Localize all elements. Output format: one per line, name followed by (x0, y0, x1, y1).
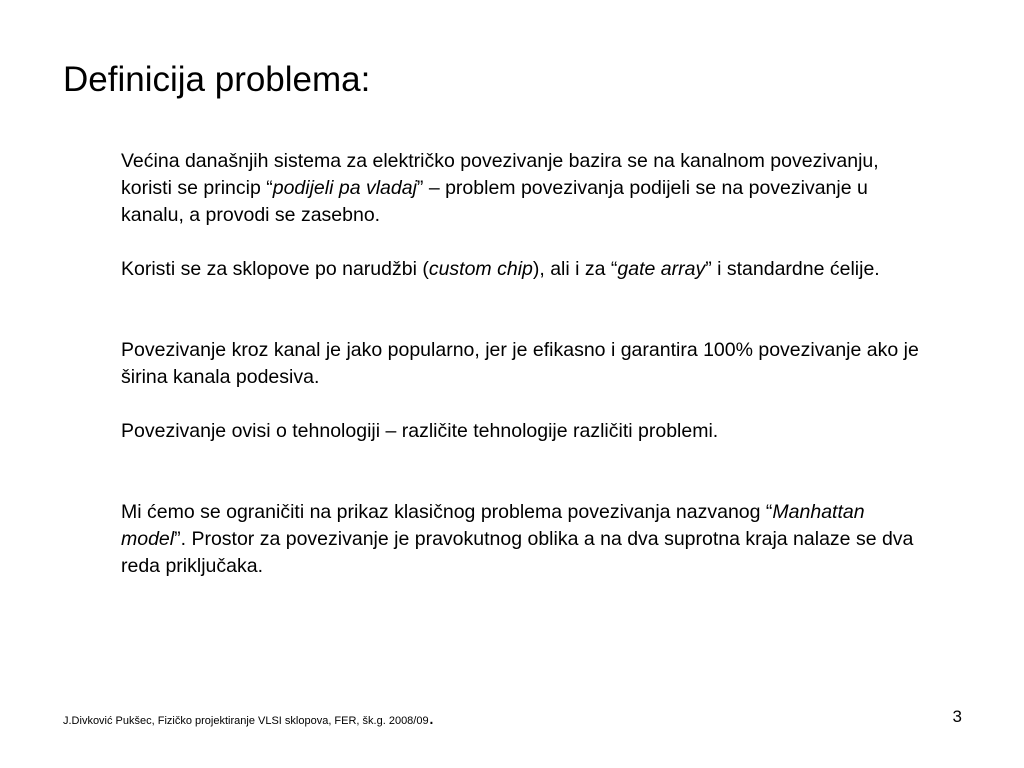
paragraph-1-emphasis: podijeli pa vladaj (272, 177, 417, 199)
footer (63, 707, 435, 729)
slide-title: Definicija problema: (63, 60, 371, 99)
slide-body (121, 148, 921, 580)
paragraph-5-text-c: ”. Prostor za povezivanje je pravokutnog oblika a na dva suprotna kraja nalaze se dva reda priključaka. (121, 528, 914, 577)
paragraph-2-emphasis-gate-array: gate array (617, 258, 706, 280)
paragraph-5 (121, 499, 921, 580)
paragraph-2-text-c: ), ali i za “ (532, 258, 618, 280)
footer-dot: . (428, 707, 435, 729)
paragraph-2-emphasis-custom-chip: custom chip (428, 258, 533, 280)
paragraph-1 (121, 148, 921, 229)
paragraph-5-text-a: Mi ćemo se ograničiti na prikaz klasičnog problema povezivanja nazvanog “ (121, 501, 773, 523)
paragraph-5-emphasis-manhattan-model: Manhattan model (121, 501, 865, 550)
paragraph-1-text-a: Većina današnjih sistema za električko povezivanje bazira se na kanalnom povezivanju, koristi se princip “ (121, 150, 879, 199)
paragraph-3: Povezivanje kroz kanal je jako popularno, jer je efikasno i garantira 100% povezivanje ako je širina kanala podesiva. (121, 339, 919, 388)
paragraph-2-text-e: ” i standardne ćelije. (705, 258, 880, 280)
paragraph-2 (121, 256, 921, 283)
paragraph-4: Povezivanje ovisi o tehnologiji – različite tehnologije različiti problemi. (121, 420, 719, 442)
paragraph-1-text-c: ” – problem povezivanja podijeli se na povezivanje u kanalu, a provodi se zasebno. (121, 177, 868, 226)
footer-text: J.Divković Pukšec, Fizičko projektiranje VLSI sklopova, FER, šk.g. 2008/09 (63, 715, 429, 727)
page-number: 3 (952, 707, 962, 726)
paragraph-2-text-a: Koristi se za sklopove po narudžbi ( (121, 258, 429, 280)
